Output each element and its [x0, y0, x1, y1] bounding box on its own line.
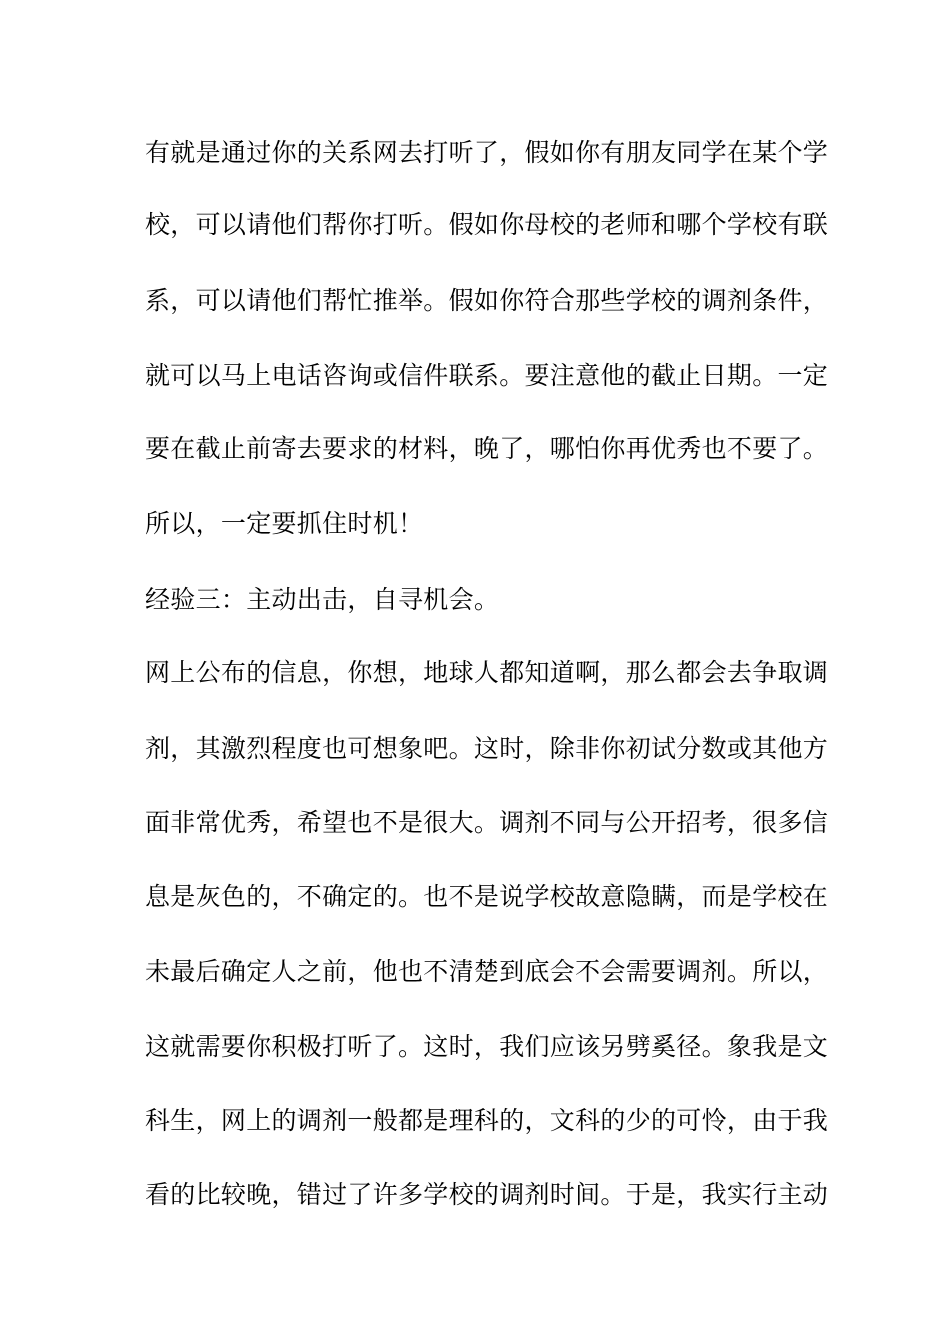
text-line: 校，可以请他们帮你打听。假如你母校的老师和哪个学校有联	[145, 210, 829, 239]
text-line: 看的比较晚，错过了许多学校的调剂时间。于是，我实行主动	[145, 1180, 829, 1209]
text-line: 就可以马上电话咨询或信件联系。要注意他的截止日期。一定	[145, 361, 829, 390]
text-line: 这就需要你积极打听了。这时，我们应该另劈奚径。象我是文	[145, 1032, 829, 1061]
text-line: 网上公布的信息，你想，地球人都知道啊，那么都会去争取调	[145, 658, 829, 687]
text-line: 息是灰色的，不确定的。也不是说学校故意隐瞒，而是学校在	[145, 882, 829, 911]
text-line: 面非常优秀，希望也不是很大。调剂不同与公开招考，很多信	[145, 808, 829, 837]
text-line: 系，可以请他们帮忙推举。假如你符合那些学校的调剂条件，	[145, 286, 829, 315]
text-line: 剂，其激烈程度也可想象吧。这时，除非你初试分数或其他方	[145, 734, 829, 763]
text-line: 未最后确定人之前，他也不清楚到底会不会需要调剂。所以，	[145, 957, 829, 986]
section-heading: 经验三：主动出击，自寻机会。	[145, 585, 500, 614]
text-line: 所以，一定要抓住时机！	[145, 509, 424, 538]
text-line: 有就是通过你的关系网去打听了，假如你有朋友同学在某个学	[145, 138, 829, 167]
text-line: 科生，网上的调剂一般都是理科的，文科的少的可怜，由于我	[145, 1106, 829, 1135]
text-line: 要在截止前寄去要求的材料，晚了，哪怕你再优秀也不要了。	[145, 434, 829, 463]
